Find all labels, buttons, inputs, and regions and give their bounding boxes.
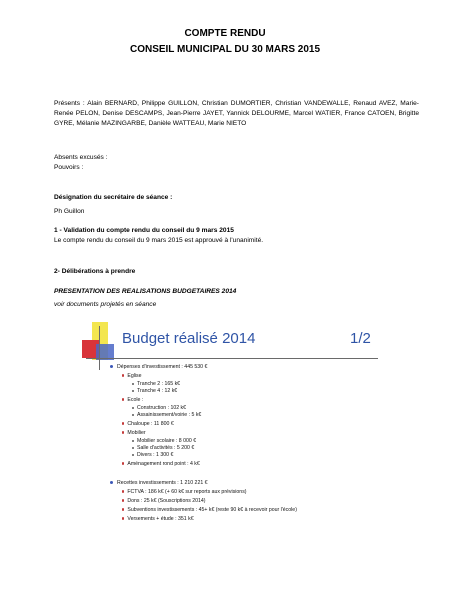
slide-subbullet [132, 381, 180, 387]
slide-bullet-ecole [122, 397, 143, 403]
item2-heading: 2- Délibérations à prendre [54, 268, 136, 275]
slide-subbullet [132, 388, 177, 394]
bullet-icon [122, 398, 124, 400]
bullet-icon [132, 440, 134, 442]
bullet-icon [132, 447, 134, 449]
secretaire-name: Ph Guillon [54, 208, 85, 215]
slide-subbullet [132, 412, 201, 418]
bullet-text: Dons : 25 k€ (Souscriptions 2014) [127, 498, 206, 504]
bullet-icon [122, 517, 124, 519]
slide-subbullet [132, 438, 196, 444]
slide-bullet-depenses [110, 364, 207, 370]
slide-subbullet [132, 445, 194, 451]
slide-bullet-recette [122, 498, 206, 504]
secretaire-heading: Désignation du secrétaire de séance : [54, 194, 173, 201]
bullet-text: Versements + étude : 351 k€ [127, 516, 194, 522]
bullet-text: Salle d'activités : 5 200 € [137, 445, 195, 451]
absents-excuses: Absents excusés : [54, 154, 108, 161]
slide-bullet-recette [122, 516, 194, 522]
bullet-icon [122, 462, 124, 464]
slide-bullet-recette [122, 489, 247, 495]
page-title: COMPTE RENDU [184, 28, 266, 39]
bullet-text: Recettes investissements : 1 210 221 € [117, 480, 208, 486]
bullet-icon [122, 374, 124, 376]
bullet-text: FCTVA : 186 k€ (+ 60 k€ sur reports aux prévisions) [127, 489, 247, 495]
bullet-icon [132, 390, 134, 392]
bullet-icon [122, 431, 124, 433]
bullet-text: Chaloupe : 11 800 € [127, 421, 174, 427]
bullet-text: Divers : 1 300 € [137, 452, 174, 458]
bullet-icon [122, 490, 124, 492]
bullet-icon [122, 422, 124, 424]
bullet-text: Aménagement rond point : 4 k€ [127, 461, 200, 467]
bullet-text: Construction : 102 k€ [137, 405, 187, 411]
bullet-icon [110, 365, 113, 368]
presentation-heading: PRESENTATION DES REALISATIONS BUDGETAIRES 2014 [54, 288, 237, 295]
bullet-text: Ecole : [127, 397, 144, 403]
bullet-icon [132, 407, 134, 409]
bullet-text: Tranche 2 : 165 k€ [137, 381, 181, 387]
bullet-text: Mobilier scolaire : 8 000 € [137, 438, 197, 444]
pouvoirs: Pouvoirs : [54, 164, 84, 171]
presentation-note: voir documents projetés en séance [54, 301, 157, 308]
slide-horizontal-line [86, 358, 378, 359]
bullet-text: Eglise [127, 373, 142, 379]
presents-paragraph: Présents : Alain BERNARD, Philippe GUILLON, Christian DUMORTIER, Christian VANDEWALLE, Renaud AVEZ, Marie-Renée PELON, Denise DESCAMPS, Jean-Pierre JAYET, Yannick DELOURME, Marcel WATIER, France CATOEN, Brigitte GYRE, Mélanie MAZINGARBE, Danièle WATTEAU, Marie NIETO [54, 100, 419, 127]
slide-bullet-amenagement [122, 461, 200, 467]
bullet-text: Mobilier [127, 430, 146, 436]
slide-subbullet [132, 452, 173, 458]
projected-slide [82, 322, 382, 590]
item1-text: Le compte rendu du conseil du 9 mars 2015 est approuvé à l'unanimité. [54, 237, 264, 244]
bullet-icon [122, 508, 124, 510]
slide-bullet-eglise [122, 373, 142, 379]
bullet-text: Dépenses d'investissement : 445 530 € [117, 364, 208, 370]
slide-bullet-recettes [110, 480, 208, 486]
bullet-icon [132, 414, 134, 416]
slide-bullet-chaloupe [122, 421, 174, 427]
slide-bullet-recette [122, 507, 297, 513]
slide-subbullet [132, 405, 186, 411]
bullet-icon [132, 383, 134, 385]
slide-vertical-line [99, 326, 100, 370]
bullet-text: Subventions investissements : 45+ k€ (reste 90 k€ à recevoir pour l'école) [127, 507, 297, 513]
bullet-text: Assainissement/voirie : 5 k€ [137, 412, 202, 418]
page-subtitle: CONSEIL MUNICIPAL DU 30 MARS 2015 [129, 44, 321, 55]
bullet-icon [122, 499, 124, 501]
bullet-icon [132, 454, 134, 456]
slide-bullet-mobilier [122, 430, 146, 436]
bullet-icon [110, 481, 113, 484]
slide-title: Budget réalisé 2014 [122, 330, 256, 347]
slide-page-number: 1/2 [350, 330, 371, 347]
bullet-text: Tranche 4 : 12 k€ [137, 388, 178, 394]
item1-heading: 1 - Validation du compte rendu du conseil du 9 mars 2015 [54, 227, 234, 234]
